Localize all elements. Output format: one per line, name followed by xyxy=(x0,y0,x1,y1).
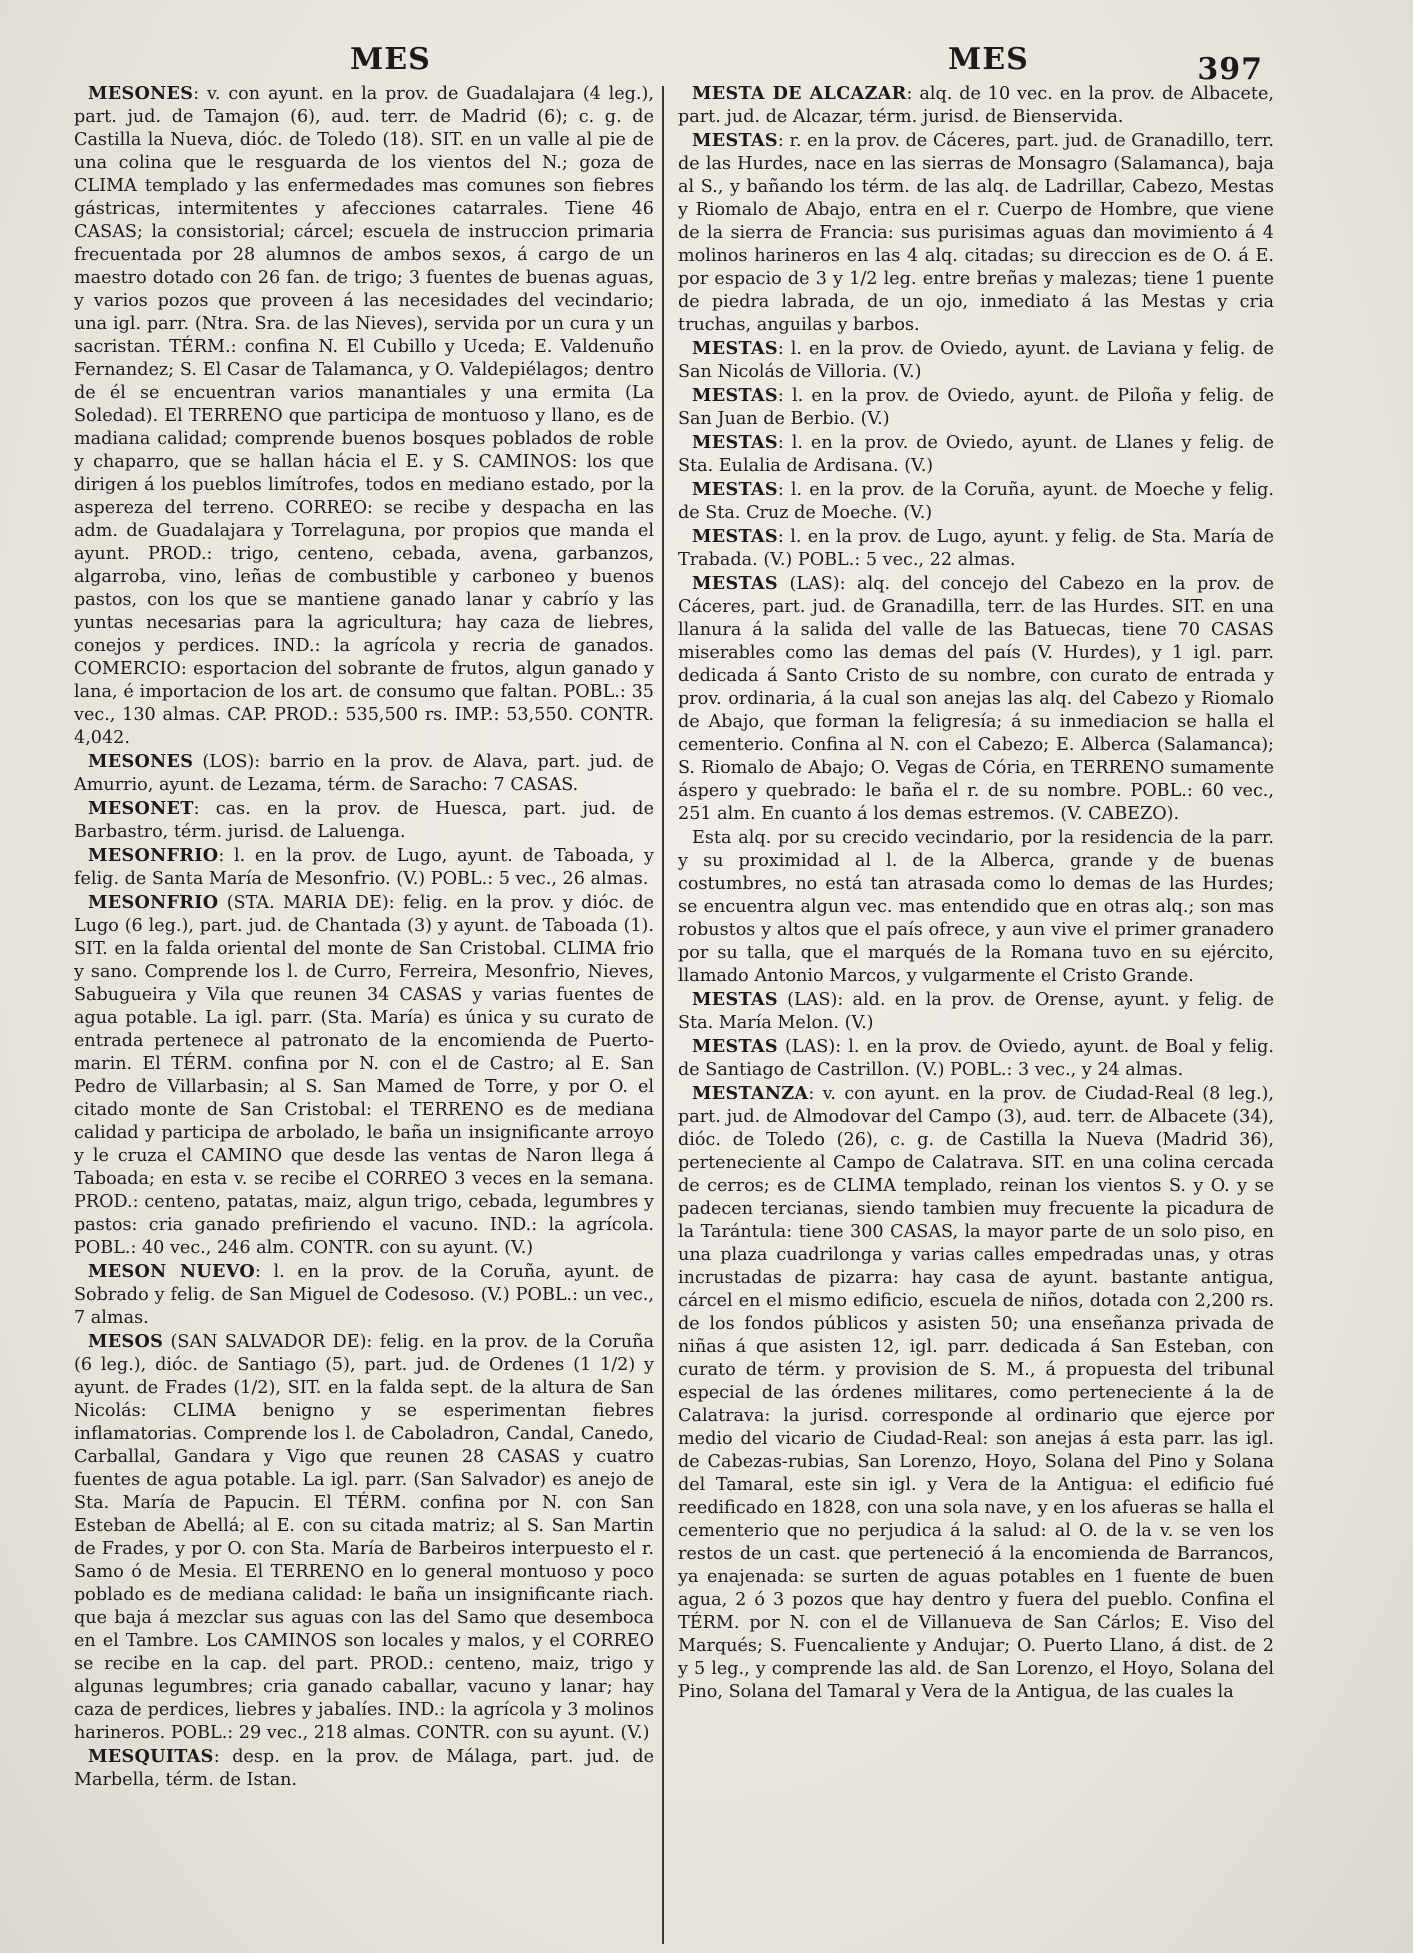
headword: MESOS xyxy=(88,1331,164,1352)
entry-text: : cas. en la prov. de Huesca, part. jud. de Barbastro, térm. jurisd. de Laluenga. xyxy=(74,799,654,842)
entry-mesonet xyxy=(74,797,654,844)
entry-text: : l. en la prov. de la Coruña, ayunt. de Sobrado y felig. de San Miguel de Codesoso. (V.) POBL.: un vec., 7 almas. xyxy=(74,1262,654,1328)
entry-text: : l. en la prov. de la Coruña, ayunt. de Moeche y felig. de Sta. Cruz de Moeche. (V.) xyxy=(678,480,1274,523)
entry-mesones xyxy=(74,82,654,750)
headword: MESTAS xyxy=(692,385,778,406)
entry-text: (STA. MARIA DE): felig. en la prov. y dióc. de Lugo (6 leg.), part. jud. de Chantada (3) y ayunt. de Taboada (1). SIT. en la falda oriental del monte de San Cristobal. CLIMA frio y sano. Comprende los l. de Curro, Ferreira, Mesonfrio, Nieves, Sabugueira y Vila que reunen 34 CASAS y varias fuentes de agua potable. La igl. parr. (Sta. María) es única y su curato de entrada pertenece al patronato de la encomienda de Puerto-marin. El TÉRM. confina por N. con el de Castro; al E. San Pedro de Villarbasin; al S. San Mamed de Torre, y por O. el citado monte de San Cristobal: el TERRENO es de mediana calidad y participa de arbolado, le baña un insignificante arroyo y le cruza el CAMINO que desde las ventas de Naron llega á Taboada; en esta v. se recibe el CORREO 3 veces en la semana. PROD.: centeno, patatas, maiz, algun trigo, cebada, legumbres y pastos: cria ganado prefiriendo el vacuno. IND.: la agrícola. POBL.: 40 vec., 246 alm. CONTR. con su ayunt. (V.) xyxy=(74,893,654,1258)
headword: MESONES xyxy=(88,83,194,104)
entry-mestas-moeche xyxy=(678,478,1274,525)
entry-text: : alq. de 10 vec. en la prov. de Albacete, part. jud. de Alcazar, térm. jurisd. de Bienservida. xyxy=(678,84,1274,127)
entry-mesquitas xyxy=(74,1745,654,1792)
entry-mestas-las-orense xyxy=(678,988,1274,1035)
headword: MESTANZA xyxy=(692,1083,809,1104)
entry-mestas-pilona xyxy=(678,384,1274,431)
headword: MESTAS xyxy=(692,479,778,500)
column-divider xyxy=(662,86,664,1944)
entry-mesonfrio-sta-maria xyxy=(74,891,654,1260)
left-column xyxy=(74,82,654,1944)
entry-meson-nuevo xyxy=(74,1260,654,1330)
entry-text: (LAS): ald. en la prov. de Orense, ayunt. y felig. de Sta. María Melon. (V.) xyxy=(678,990,1274,1033)
entry-mestas-lugo xyxy=(678,525,1274,572)
entry-text: : l. en la prov. de Oviedo, ayunt. de Laviana y felig. de San Nicolás de Villoria. (V.) xyxy=(678,339,1274,382)
entry-text: (LOS): barrio en la prov. de Alava, part. jud. de Amurrio, ayunt. de Lezama, térm. de Saracho: 7 CASAS. xyxy=(74,752,654,795)
entry-text: : l. en la prov. de Oviedo, ayunt. de Piloña y felig. de San Juan de Berbio. (V.) xyxy=(678,386,1274,429)
headword: MESONET xyxy=(88,798,194,819)
entry-mesos xyxy=(74,1330,654,1745)
entry-text: : l. en la prov. de Lugo, ayunt. de Taboada, y felig. de Santa María de Mesonfrio. (V.) POBL.: 5 vec., 26 almas. xyxy=(74,846,654,889)
entry-mestanza xyxy=(678,1082,1274,1704)
entry-mesones-los xyxy=(74,750,654,797)
headword: MESTAS xyxy=(692,526,778,547)
entry-mestas-river xyxy=(678,129,1274,337)
headword: MESTAS xyxy=(692,432,778,453)
entry-text: : r. en la prov. de Cáceres, part. jud. de Granadillo, terr. de las Hurdes, nace en las sierras de Monsagro (Salamanca), baja al S., y bañando los térm. de las alq. de Ladrillar, Cabezo, Mestas y Riomalo de Abajo, entra en el r. Cuerpo de Hombre, que viene de la sierra de Francia: sus purisimas aguas dan movimiento á 4 molinos harineros en las 4 alq. citadas; su direccion es de O. á E. por espacio de 3 y 1/2 leg. entre breñas y malezas; tiene 1 puente de piedra labrada, de un ojo, inmediato á las Mestas y cria truchas, anguilas y barbos. xyxy=(678,131,1274,335)
entry-text: : desp. en la prov. de Málaga, part. jud. de Marbella, térm. de Istan. xyxy=(74,1747,654,1790)
entry-mestas-laviana xyxy=(678,337,1274,384)
headword: MESTAS xyxy=(692,989,778,1010)
entry-text: (SAN SALVADOR DE): felig. en la prov. de la Coruña (6 leg.), dióc. de Santiago (5), part. jud. de Ordenes (1 1/2) y ayunt. de Frades (1/2), SIT. en la falda sept. de la altura de San Nicolás: CLIMA benigno y se esperimentan fiebres inflamatorias. Comprende los l. de Caboladron, Candal, Canedo, Carballal, Gandara y Vigo que reunen 28 CASAS y cuatro fuentes de agua potable. La igl. parr. (San Salvador) es anejo de Sta. María de Papucin. El TÉRM. confina por N. con San Esteban de Abellá; al E. con su citada matriz; al S. San Martin de Frades, y por O. con Sta. María de Barbeiros interpuesto el r. Samo ó de Mesia. El TERRENO en lo general montuoso y poco poblado es de mediana calidad: le baña un insignificante riach. que baja á mezclar sus aguas con las del Samo que desemboca en el Tambre. Los CAMINOS son locales y malos, y el CORREO se recibe en la cap. del part. PROD.: centeno, maiz, trigo y algunas legumbres; cria ganado caballar, vacuno y lanar; hay caza de perdices, liebres y jabalíes. IND.: la agrícola y 3 molinos harineros. POBL.: 29 vec., 218 almas. CONTR. con su ayunt. (V.) xyxy=(74,1332,654,1743)
entry-text: Esta alq. por su crecido vecindario, por la residencia de la parr. y su proximidad al l. de la Alberca, grande y de buenas costumbres, no está tan atrasada como lo demas de las Hurdes; se encuentra algun vec. mas entendido que en otras alq.; son mas robustos y altos que el país ofrece, y aun vive el primer granadero por su talla, que el marqués de la Romana tuvo en su ejército, llamado Antonio Marcos, y vulgarmente el Cristo Grande. xyxy=(678,828,1274,986)
right-running-head: MES xyxy=(948,42,1029,77)
headword: MESONFRIO xyxy=(88,892,219,913)
entry-text: (LAS): l. en la prov. de Oviedo, ayunt. de Boal y felig. de Santiago de Castrillon. (V.) POBL.: 3 vec., y 24 almas. xyxy=(678,1037,1274,1080)
headword: MESTAS xyxy=(692,338,778,359)
headword: MESONES xyxy=(88,751,194,772)
entry-mesonfrio xyxy=(74,844,654,891)
entry-text: (LAS): alq. del concejo del Cabezo en la prov. de Cáceres, part. jud. de Granadilla, terr. de las Hurdes. SIT. en una llanura á la salida del valle de las Batuecas, tiene 70 CASAS miserables como las demas del país (V. Hurdes), y 1 igl. parr. dedicada á Santo Cristo de su nombre, con curato de entrada y prov. ordinaria, á la cual son anejas las alq. del Cabezo y Riomalo de Abajo, que forman la feligresía; á su inmediacion se halla el cementerio. Confina al N. con el Cabezo; E. Alberca (Salamanca); S. Riomalo de Abajo; O. Vegas de Cória, en TERRENO sumamente áspero y quebrado: le baña el r. de su nombre. POBL.: 60 vec., 251 alm. En cuanto á los demas estremos. (V. CABEZO). xyxy=(678,574,1274,824)
entry-mestas-las-caceres xyxy=(678,572,1274,826)
page-number: 397 xyxy=(1197,52,1263,87)
entry-mestas-llanes xyxy=(678,431,1274,478)
headword: MESTAS xyxy=(692,130,778,151)
left-running-head: MES xyxy=(350,42,431,77)
headword: MESQUITAS xyxy=(88,1746,214,1767)
entry-text: : v. con ayunt. en la prov. de Ciudad-Real (8 leg.), part. jud. de Almodovar del Campo (3), aud. terr. de Albacete (34), dióc. de Toledo (26), c. g. de Castilla la Nueva (Madrid 36), perteneciente al Campo de Calatrava. SIT. en una colina cercada de cerros; es de CLIMA templado, reinan los vientos S. y O. y se padecen tercianas, siendo tambien muy frecuente la picadura de la Tarántula: tiene 300 CASAS, la mayor parte de un solo piso, en una plaza cuadrilonga y varias calles empedradas unas, y otras incrustadas de pizarra: hay casa de ayunt. bastante antigua, cárcel en el mismo edificio, escuela de niños, dotada con 2,200 rs. de los fondos públicos y asisten 50; una enseñanza privada de niñas á que asisten 12, igl. parr. dedicada á San Esteban, con curato de térm. y provision de S. M., á propuesta del tribunal especial de las órdenes militares, como perteneciente á la de Calatrava: la jurisd. corresponde al ordinario que ejerce por medio del vicario de Ciudad-Real: son anejas á esta parr. las igl. de Cabezas-rubias, San Lorenzo, Hoyo, Solana del Pino y Solana del Tamaral, este sin igl. y Vera de la Antigua: el edificio fué reedificado en 1828, con una sola nave, y en los afueras se halla el cementerio que no perjudica á la salud: al O. de la v. se ven los restos de un cast. que perteneció á la encomienda de Barrancos, ya enajenada: se surten de aguas potables en 1 fuente de buen agua, 2 ó 3 pozos que hay dentro y fuera del pueblo. Confina el TÉRM. por N. con el de Villanueva de San Cárlos; E. Viso del Marqués; S. Fuencaliente y Andujar; O. Puerto Llano, á dist. de 2 y 5 leg., y comprende las ald. de San Lorenzo, el Hoyo, Solana del Pino, Solana del Tamaral y Vera de la Antigua, de las cuales la xyxy=(678,1084,1274,1702)
headword: MESON NUEVO xyxy=(88,1261,255,1282)
headword: MESTAS xyxy=(692,1036,778,1057)
headword: MESONFRIO xyxy=(88,845,219,866)
entry-text: : l. en la prov. de Oviedo, ayunt. de Llanes y felig. de Sta. Eulalia de Ardisana. (V.) xyxy=(678,433,1274,476)
entry-mestas-las-oviedo xyxy=(678,1035,1274,1082)
entry-mesta-de-alcazar xyxy=(678,82,1274,129)
entry-text: : v. con ayunt. en la prov. de Guadalajara (4 leg.), part. jud. de Tamajon (6), aud. terr. de Madrid (6); c. g. de Castilla la Nueva, dióc. de Toledo (18). SIT. en un valle al pie de una colina que le resguarda de los vientos del N.; goza de CLIMA templado y las enfermedades mas comunes son fiebres gástricas, intermitentes y afecciones catarrales. Tiene 46 CASAS; la consistorial; cárcel; escuela de instruccion primaria frecuentada por 28 alumnos de ambos sexos, á cargo de un maestro dotado con 26 fan. de trigo; 3 fuentes de buenas aguas, y varios pozos que proveen á las necesidades del vecindario; una igl. parr. (Ntra. Sra. de las Nieves), servida por un cura y un sacristan. TÉRM.: confina N. El Cubillo y Uceda; E. Valdenuño Fernandez; S. El Casar de Talamanca, y O. Valdepiélagos; dentro de él se encuentran varios manantiales y una ermita (La Soledad). El TERRENO que participa de montuoso y llano, es de madiana calidad; comprende buenos bosques poblados de roble y chaparro, que se hallan hácia el E. y S. CAMINOS: los que dirigen á los pueblos limítrofes, todos en mediano estado, por la aspereza del terreno. CORREO: se recibe y despacha en las adm. de Guadalajara y Torrelaguna, por propios que manda el ayunt. PROD.: trigo, centeno, cebada, avena, garbanzos, algarroba, vino, leñas de combustible y carboneo y buenos pastos, con los que se mantiene ganado lanar y cabrío y las yuntas necesarias para la agricultura; hay caza de liebres, conejos y perdices. IND.: la agrícola y recria de ganados. COMERCIO: esportacion del sobrante de frutos, algun ganado y lana, é importacion de los art. de consumo que faltan. POBL.: 35 vec., 130 almas. CAP. PROD.: 535,500 rs. IMP.: 53,550. CONTR. 4,042. xyxy=(74,84,654,748)
headword: MESTAS xyxy=(692,573,778,594)
right-column xyxy=(678,82,1274,1944)
entry-text: : l. en la prov. de Lugo, ayunt. y felig. de Sta. María de Trabada. (V.) POBL.: 5 vec., 22 almas. xyxy=(678,527,1274,570)
entry-mestas-continuation xyxy=(678,826,1274,988)
headword: MESTA DE ALCAZAR xyxy=(692,83,907,104)
